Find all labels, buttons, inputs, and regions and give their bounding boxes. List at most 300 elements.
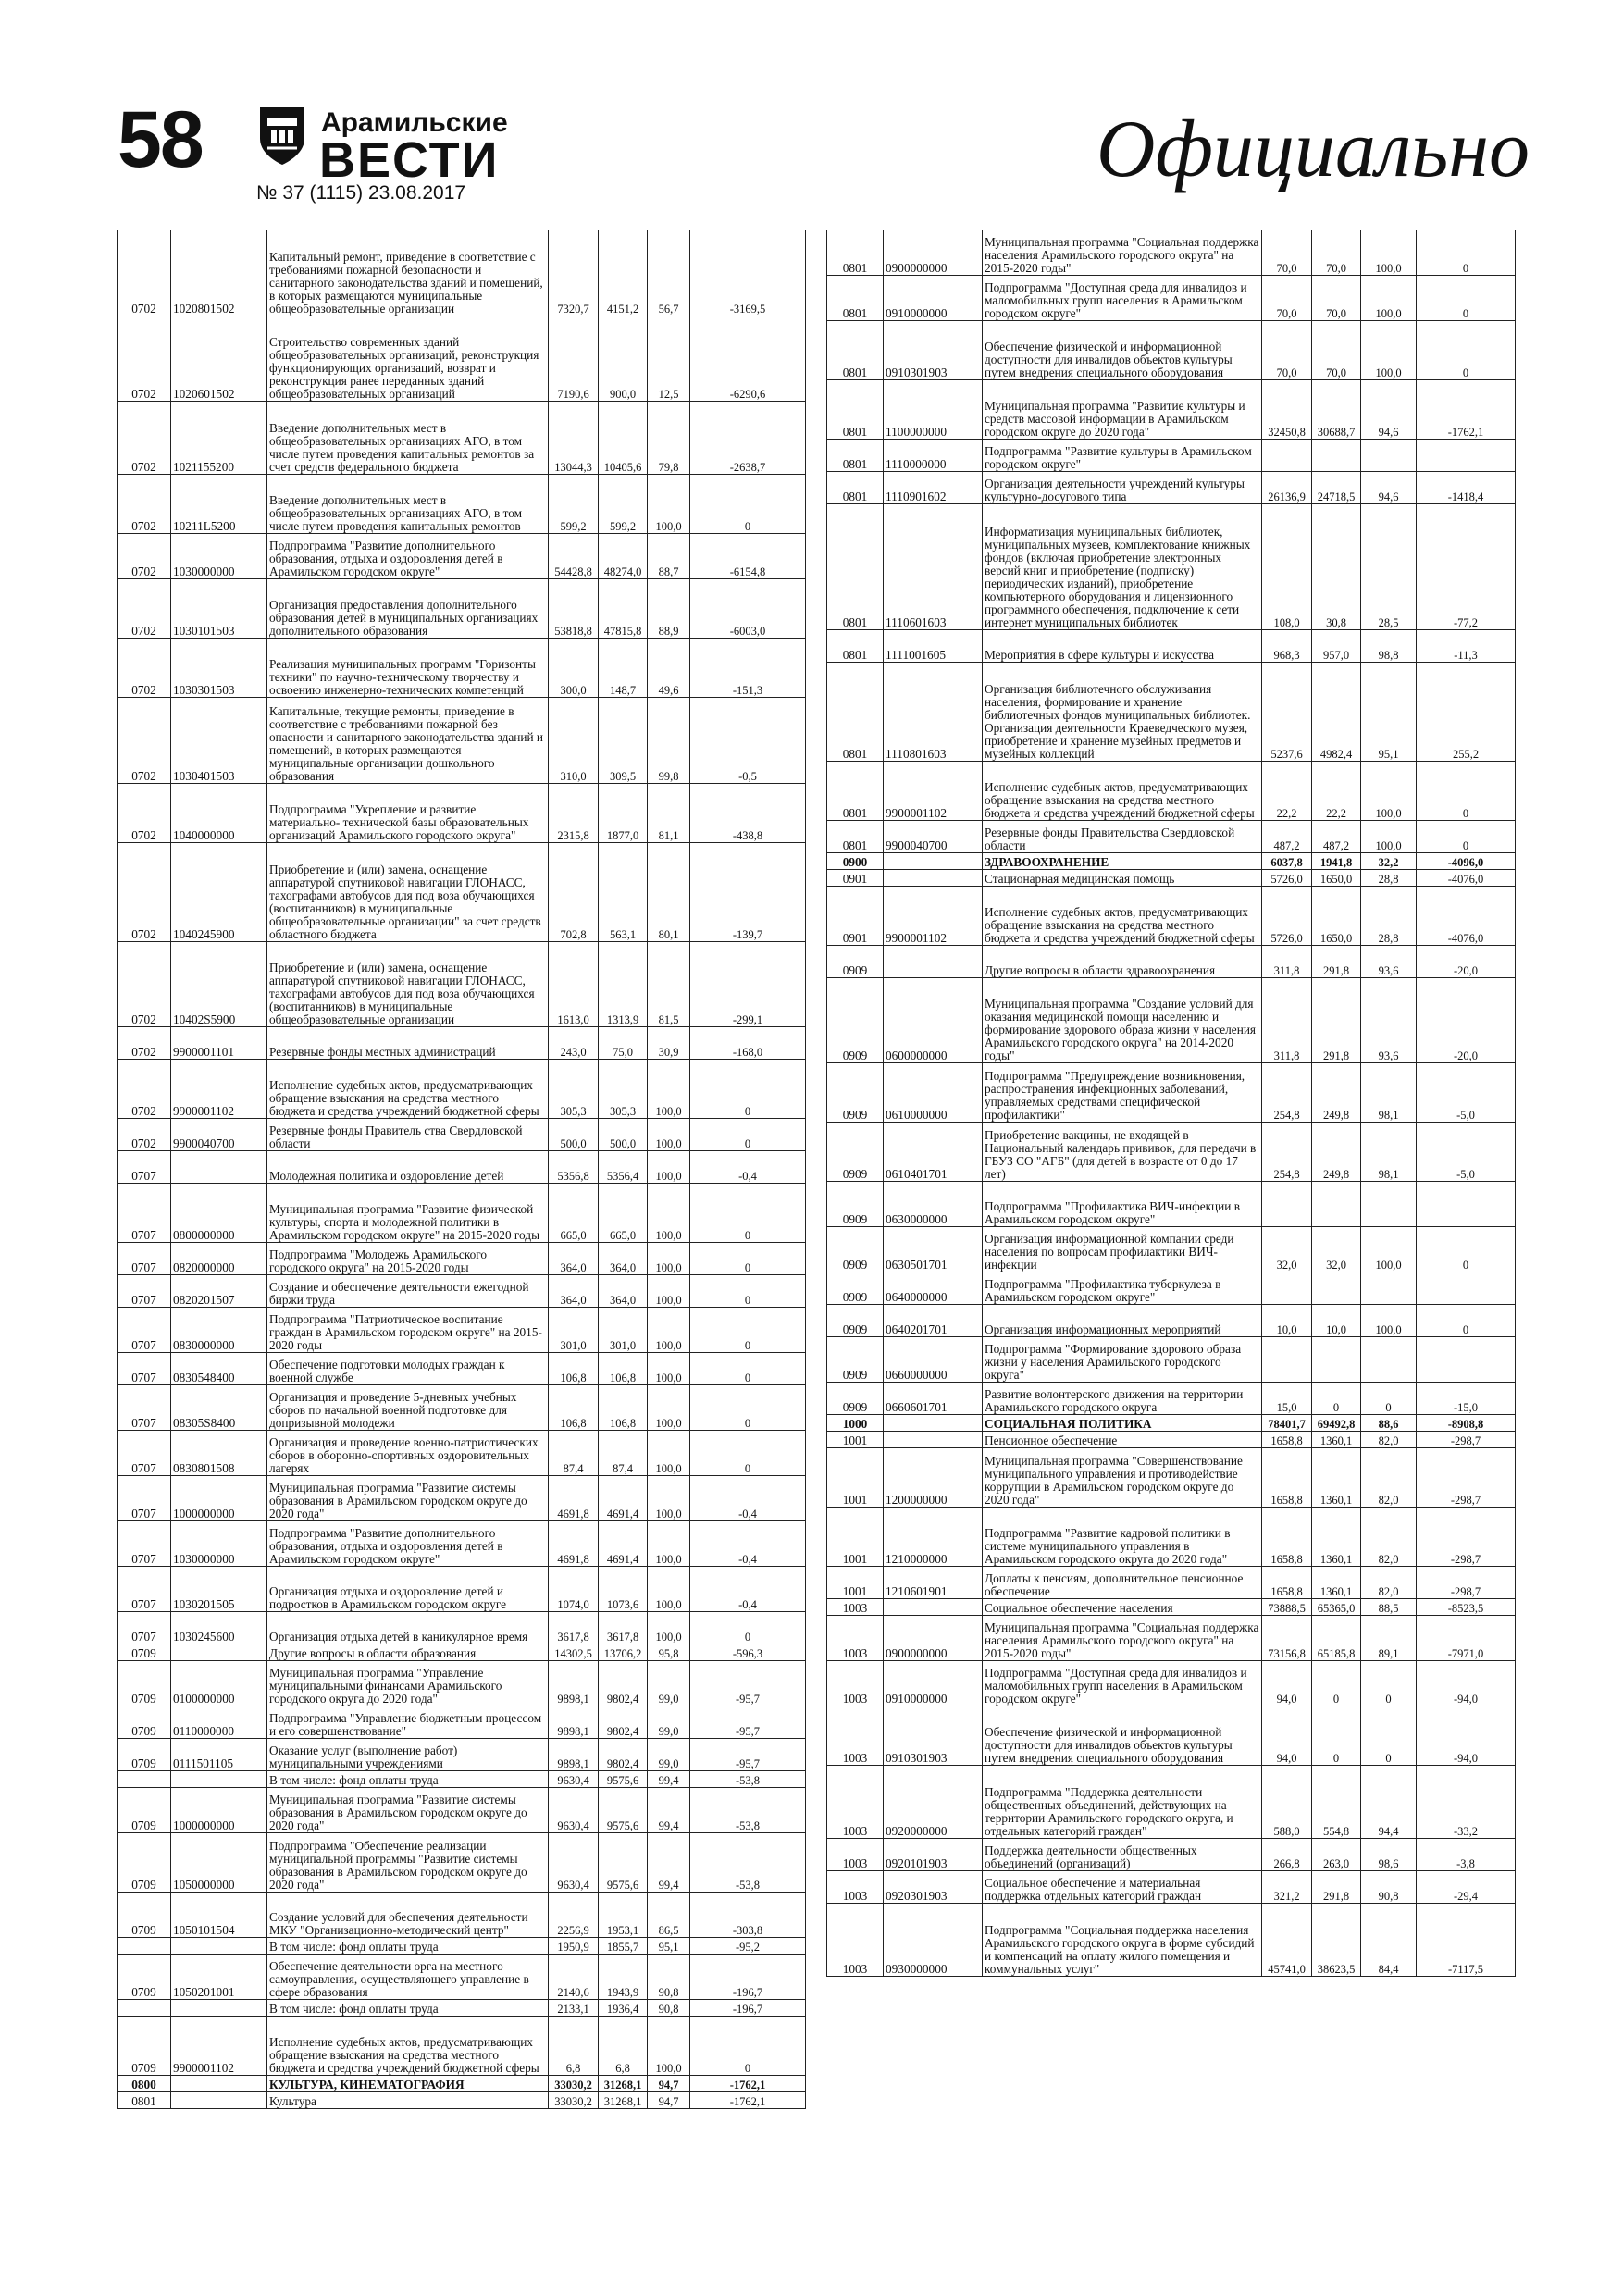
deviation-cell: -168,0 bbox=[690, 1027, 806, 1060]
target-code-cell: 1050201001 bbox=[171, 1955, 267, 2000]
item-name-cell: Муниципальная программа "Развитие культуры и средств массовой информации в Арамильском городском округе до 2020 года" bbox=[983, 380, 1262, 440]
planned-value-cell: 364,0 bbox=[549, 1243, 599, 1275]
target-code-cell: 0630000000 bbox=[884, 1182, 983, 1227]
planned-value-cell: 33030,2 bbox=[549, 2092, 599, 2109]
percent-cell: 90,8 bbox=[1361, 1871, 1417, 1904]
planned-value-cell: 599,2 bbox=[549, 475, 599, 534]
percent-cell bbox=[1361, 1272, 1417, 1305]
section-code-cell: 0709 bbox=[118, 1706, 171, 1739]
item-name-cell: Доплаты к пенсиям, дополнительное пенсионное обеспечение bbox=[983, 1567, 1262, 1599]
actual-value-cell: 0 bbox=[1312, 1383, 1361, 1415]
section-code-cell: 1003 bbox=[827, 1616, 884, 1661]
planned-value-cell: 15,0 bbox=[1262, 1383, 1312, 1415]
planned-value-cell: 4691,8 bbox=[549, 1521, 599, 1567]
target-code-cell bbox=[884, 1432, 983, 1448]
deviation-cell: -196,7 bbox=[690, 1955, 806, 2000]
actual-value-cell: 309,5 bbox=[599, 698, 648, 784]
deviation-cell: -196,7 bbox=[690, 2000, 806, 2017]
actual-value-cell bbox=[1312, 1337, 1361, 1383]
item-name-cell: Подпрограмма "Укрепление и развитие материально- технической базы образовательных организаций Арамильского городского округа" bbox=[267, 784, 549, 843]
planned-value-cell: 9630,4 bbox=[549, 1833, 599, 1893]
planned-value-cell: 94,0 bbox=[1262, 1661, 1312, 1706]
deviation-cell: -8523,5 bbox=[1417, 1599, 1516, 1616]
table-row bbox=[118, 1243, 806, 1275]
table-row bbox=[827, 1337, 1516, 1383]
target-code-cell: 9900001102 bbox=[171, 1060, 267, 1119]
item-name-cell: Муниципальная программа "Совершенствование муниципального управления и противодействие коррупции в Арамильском городском округе до 2020 года" bbox=[983, 1448, 1262, 1508]
actual-value-cell: 1877,0 bbox=[599, 784, 648, 843]
page-header bbox=[116, 95, 1541, 204]
percent-cell: 100,0 bbox=[1361, 821, 1417, 853]
percent-cell: 30,9 bbox=[648, 1027, 690, 1060]
section-code-cell: 0801 bbox=[827, 821, 884, 853]
section-code-cell: 0702 bbox=[118, 475, 171, 534]
table-row bbox=[118, 2092, 806, 2109]
actual-value-cell: 13706,2 bbox=[599, 1644, 648, 1661]
section-code-cell: 0909 bbox=[827, 1272, 884, 1305]
target-code-cell: 0820201507 bbox=[171, 1275, 267, 1308]
target-code-cell: 1000000000 bbox=[171, 1788, 267, 1833]
planned-value-cell: 301,0 bbox=[549, 1308, 599, 1353]
section-code-cell: 0801 bbox=[827, 663, 884, 762]
planned-value-cell: 9898,1 bbox=[549, 1661, 599, 1706]
actual-value-cell: 1650,0 bbox=[1312, 887, 1361, 946]
table-row bbox=[118, 1612, 806, 1644]
actual-value-cell: 249,8 bbox=[1312, 1123, 1361, 1182]
section-code-cell: 0909 bbox=[827, 1182, 884, 1227]
item-name-cell: Приобретение и (или) замена, оснащение аппаратурой спутниковой навигации ГЛОНАСС, тахографами автобусов для под воза обучающихся (воспитанников) в муниципальные общеобразовательные организации bbox=[267, 942, 549, 1027]
target-code-cell: 1030000000 bbox=[171, 534, 267, 579]
item-name-cell: Введение дополнительных мест в общеобразовательных организациях АГО, в том числе путем проведения капитальных ремонтов bbox=[267, 475, 549, 534]
section-code-cell: 0709 bbox=[118, 1788, 171, 1833]
item-name-cell: Реализация муниципальных программ "Горизонты техники" по научно-техническому творчеству и освоению инженерно-технических компетенций bbox=[267, 639, 549, 698]
percent-cell bbox=[1361, 440, 1417, 472]
percent-cell: 84,4 bbox=[1361, 1904, 1417, 1977]
table-row bbox=[827, 1305, 1516, 1337]
planned-value-cell: 108,0 bbox=[1262, 504, 1312, 630]
planned-value-cell: 5237,6 bbox=[1262, 663, 1312, 762]
percent-cell: 99,0 bbox=[648, 1706, 690, 1739]
deviation-cell: -4076,0 bbox=[1417, 870, 1516, 887]
target-code-cell: 0610000000 bbox=[884, 1063, 983, 1123]
percent-cell: 99,4 bbox=[648, 1771, 690, 1788]
table-row bbox=[118, 1308, 806, 1353]
percent-cell: 100,0 bbox=[648, 1184, 690, 1243]
actual-value-cell: 1360,1 bbox=[1312, 1432, 1361, 1448]
table-row bbox=[827, 1904, 1516, 1977]
deviation-cell: 0 bbox=[1417, 1305, 1516, 1337]
planned-value-cell: 243,0 bbox=[549, 1027, 599, 1060]
deviation-cell bbox=[1417, 440, 1516, 472]
planned-value-cell: 54428,8 bbox=[549, 534, 599, 579]
item-name-cell: Другие вопросы в области образования bbox=[267, 1644, 549, 1661]
target-code-cell: 0920000000 bbox=[884, 1766, 983, 1839]
item-name-cell: КУЛЬТУРА, КИНЕМАТОГРАФИЯ bbox=[267, 2076, 549, 2092]
percent-cell: 100,0 bbox=[1361, 321, 1417, 380]
deviation-cell: 0 bbox=[1417, 1227, 1516, 1272]
percent-cell: 94,7 bbox=[648, 2076, 690, 2092]
planned-value-cell: 26136,9 bbox=[1262, 472, 1312, 504]
percent-cell: 56,7 bbox=[648, 230, 690, 316]
planned-value-cell: 311,8 bbox=[1262, 978, 1312, 1063]
table-row bbox=[118, 1706, 806, 1739]
table-row bbox=[827, 1508, 1516, 1567]
planned-value-cell: 22,2 bbox=[1262, 762, 1312, 821]
planned-value-cell: 1658,8 bbox=[1262, 1508, 1312, 1567]
planned-value-cell: 106,8 bbox=[549, 1385, 599, 1431]
percent-cell: 90,8 bbox=[648, 1955, 690, 2000]
target-code-cell bbox=[171, 1151, 267, 1184]
percent-cell: 100,0 bbox=[648, 1243, 690, 1275]
percent-cell: 12,5 bbox=[648, 316, 690, 402]
section-code-cell: 0909 bbox=[827, 1063, 884, 1123]
table-row bbox=[118, 1521, 806, 1567]
section-code-cell: 0909 bbox=[827, 1123, 884, 1182]
actual-value-cell: 305,3 bbox=[599, 1060, 648, 1119]
percent-cell: 86,5 bbox=[648, 1893, 690, 1938]
actual-value-cell: 9802,4 bbox=[599, 1661, 648, 1706]
deviation-cell: -20,0 bbox=[1417, 946, 1516, 978]
deviation-cell: -94,0 bbox=[1417, 1661, 1516, 1706]
item-name-cell: Муниципальная программа "Развитие физической культуры, спорта и молодежной политики в Арамильском городском округе" на 2015-2020 годы bbox=[267, 1184, 549, 1243]
target-code-cell: 0660601701 bbox=[884, 1383, 983, 1415]
deviation-cell: -53,8 bbox=[690, 1771, 806, 1788]
percent-cell: 100,0 bbox=[648, 1060, 690, 1119]
item-name-cell: В том числе: фонд оплаты труда bbox=[267, 1771, 549, 1788]
percent-cell: 82,0 bbox=[1361, 1567, 1417, 1599]
target-code-cell: 0930000000 bbox=[884, 1904, 983, 1977]
table-row bbox=[827, 1448, 1516, 1508]
deviation-cell: 0 bbox=[690, 1308, 806, 1353]
deviation-cell: -33,2 bbox=[1417, 1766, 1516, 1839]
item-name-cell: Информатизация муниципальных библиотек, муниципальных музеев, комплектование книжных фондов (включая приобретение электронных версий книг и приобретение (подписку) периодических изданий), приобретение компьютерного оборудования и лицензионного программного обеспечения, подключение к сети интернет муниципальных библиотек bbox=[983, 504, 1262, 630]
percent-cell: 99,0 bbox=[648, 1661, 690, 1706]
item-name-cell: Подпрограмма "Формирование здорового образа жизни у населения Арамильского городского округа" bbox=[983, 1337, 1262, 1383]
item-name-cell: Капитальные, текущие ремонты, приведение в соответствие с требованиями пожарной без опасности и санитарного законодательства зданий и помещений, в которых размещаются муниципальные организации дошкольного образования bbox=[267, 698, 549, 784]
item-name-cell: Подпрограмма "Развитие дополнительного образования, отдыха и оздоровления детей в Арамильском городском округе" bbox=[267, 1521, 549, 1567]
deviation-cell: 0 bbox=[690, 475, 806, 534]
planned-value-cell: 2256,9 bbox=[549, 1893, 599, 1938]
planned-value-cell: 106,8 bbox=[549, 1353, 599, 1385]
deviation-cell: -95,7 bbox=[690, 1739, 806, 1771]
item-name-cell: Муниципальная программа "Управление муниципальными финансами Арамильского городского округа до 2020 года" bbox=[267, 1661, 549, 1706]
section-code-cell: 0709 bbox=[118, 2017, 171, 2076]
deviation-cell: -298,7 bbox=[1417, 1432, 1516, 1448]
planned-value-cell: 5356,8 bbox=[549, 1151, 599, 1184]
target-code-cell: 1040000000 bbox=[171, 784, 267, 843]
percent-cell: 28,8 bbox=[1361, 870, 1417, 887]
actual-value-cell bbox=[1312, 1272, 1361, 1305]
percent-cell: 95,1 bbox=[648, 1938, 690, 1955]
page-number: 58 bbox=[118, 95, 203, 184]
deviation-cell: -438,8 bbox=[690, 784, 806, 843]
target-code-cell: 0640201701 bbox=[884, 1305, 983, 1337]
item-name-cell: Муниципальная программа "Социальная поддержка населения Арамильского городского округа" на 2015-2020 годы" bbox=[983, 230, 1262, 276]
percent-cell: 88,6 bbox=[1361, 1415, 1417, 1432]
section-code-cell: 0800 bbox=[118, 2076, 171, 2092]
table-row bbox=[118, 698, 806, 784]
percent-cell: 0 bbox=[1361, 1383, 1417, 1415]
section-code-cell: 0707 bbox=[118, 1612, 171, 1644]
section-code-cell: 1003 bbox=[827, 1904, 884, 1977]
target-code-cell bbox=[171, 1644, 267, 1661]
table-row bbox=[827, 1599, 1516, 1616]
planned-value-cell: 13044,3 bbox=[549, 402, 599, 475]
deviation-cell: -0,5 bbox=[690, 698, 806, 784]
table-row bbox=[827, 821, 1516, 853]
actual-value-cell: 48274,0 bbox=[599, 534, 648, 579]
item-name-cell: Резервные фонды местных администраций bbox=[267, 1027, 549, 1060]
table-row bbox=[827, 1839, 1516, 1871]
item-name-cell: Подпрограмма "Доступная среда для инвалидов и маломобильных групп населения в Арамильском городском округе" bbox=[983, 276, 1262, 321]
target-code-cell: 0640000000 bbox=[884, 1272, 983, 1305]
percent-cell: 82,0 bbox=[1361, 1448, 1417, 1508]
table-row bbox=[827, 1871, 1516, 1904]
target-code-cell bbox=[171, 2000, 267, 2017]
item-name-cell: Подпрограмма "Доступная среда для инвалидов и маломобильных групп населения в Арамильском городском округе" bbox=[983, 1661, 1262, 1706]
target-code-cell: 1200000000 bbox=[884, 1448, 983, 1508]
table-row bbox=[118, 1771, 806, 1788]
section-code-cell: 0900 bbox=[827, 853, 884, 870]
deviation-cell bbox=[1417, 1272, 1516, 1305]
target-code-cell: 1050101504 bbox=[171, 1893, 267, 1938]
item-name-cell: Подпрограмма "Патриотическое воспитание граждан в Арамильском городском округе" на 2015-2020 годы bbox=[267, 1308, 549, 1353]
target-code-cell: 0900000000 bbox=[884, 1616, 983, 1661]
percent-cell: 99,8 bbox=[648, 698, 690, 784]
table-row bbox=[118, 475, 806, 534]
actual-value-cell: 70,0 bbox=[1312, 276, 1361, 321]
table-row bbox=[118, 2017, 806, 2076]
table-row bbox=[827, 762, 1516, 821]
item-name-cell: Подпрограмма "Предупреждение возникновения, распространения инфекционных заболеваний, управляемых средствами специфической профилактики" bbox=[983, 1063, 1262, 1123]
actual-value-cell: 301,0 bbox=[599, 1308, 648, 1353]
actual-value-cell: 4982,4 bbox=[1312, 663, 1361, 762]
planned-value-cell: 7190,6 bbox=[549, 316, 599, 402]
deviation-cell: 0 bbox=[690, 1275, 806, 1308]
target-code-cell: 0920101903 bbox=[884, 1839, 983, 1871]
target-code-cell: 1021155200 bbox=[171, 402, 267, 475]
percent-cell: 94,6 bbox=[1361, 472, 1417, 504]
table-row bbox=[118, 1644, 806, 1661]
target-code-cell: 1020601502 bbox=[171, 316, 267, 402]
section-code-cell: 0901 bbox=[827, 870, 884, 887]
section-code-cell: 0909 bbox=[827, 1383, 884, 1415]
section-code-cell: 0801 bbox=[827, 630, 884, 663]
table-row bbox=[118, 639, 806, 698]
deviation-cell: -1762,1 bbox=[690, 2076, 806, 2092]
planned-value-cell: 500,0 bbox=[549, 1119, 599, 1151]
planned-value-cell: 5726,0 bbox=[1262, 870, 1312, 887]
table-row bbox=[827, 440, 1516, 472]
deviation-cell: -298,7 bbox=[1417, 1567, 1516, 1599]
planned-value-cell: 1658,8 bbox=[1262, 1567, 1312, 1599]
table-row bbox=[827, 853, 1516, 870]
table-row bbox=[827, 1227, 1516, 1272]
actual-value-cell: 291,8 bbox=[1312, 1871, 1361, 1904]
planned-value-cell: 53818,8 bbox=[549, 579, 599, 639]
deviation-cell: 255,2 bbox=[1417, 663, 1516, 762]
planned-value-cell: 254,8 bbox=[1262, 1063, 1312, 1123]
planned-value-cell: 305,3 bbox=[549, 1060, 599, 1119]
actual-value-cell: 554,8 bbox=[1312, 1766, 1361, 1839]
item-name-cell: Поддержка деятельности общественных объединений (организаций) bbox=[983, 1839, 1262, 1871]
deviation-cell: -151,3 bbox=[690, 639, 806, 698]
table-row bbox=[118, 1661, 806, 1706]
target-code-cell: 1030201505 bbox=[171, 1567, 267, 1612]
percent-cell: 79,8 bbox=[648, 402, 690, 475]
item-name-cell: Организация библиотечного обслуживания населения, формирование и хранение библиотечных фондов муниципальных библиотек. Организация деятельности Краеведческого музея, приобретение и хранение музейных предметов и музейных коллекций bbox=[983, 663, 1262, 762]
item-name-cell: Организация отдыха детей в каникулярное время bbox=[267, 1612, 549, 1644]
table-row bbox=[827, 321, 1516, 380]
actual-value-cell: 249,8 bbox=[1312, 1063, 1361, 1123]
deviation-cell: -0,4 bbox=[690, 1151, 806, 1184]
table-row bbox=[118, 1833, 806, 1893]
issue-info: № 37 (1115) 23.08.2017 bbox=[256, 182, 466, 204]
percent-cell: 0 bbox=[1361, 1706, 1417, 1766]
planned-value-cell: 45741,0 bbox=[1262, 1904, 1312, 1977]
planned-value-cell: 1074,0 bbox=[549, 1567, 599, 1612]
section-code-cell: 1001 bbox=[827, 1508, 884, 1567]
planned-value-cell: 364,0 bbox=[549, 1275, 599, 1308]
planned-value-cell: 9630,4 bbox=[549, 1771, 599, 1788]
item-name-cell: Капитальный ремонт, приведение в соответствие с требованиями пожарной безопасности и санитарного законодательства зданий и помещений, в которых размещаются муниципальные общеобразовательные организации bbox=[267, 230, 549, 316]
target-code-cell: 0830000000 bbox=[171, 1308, 267, 1353]
actual-value-cell: 70,0 bbox=[1312, 230, 1361, 276]
deviation-cell: -11,3 bbox=[1417, 630, 1516, 663]
percent-cell bbox=[1361, 1337, 1417, 1383]
actual-value-cell: 87,4 bbox=[599, 1431, 648, 1476]
actual-value-cell: 9575,6 bbox=[599, 1833, 648, 1893]
planned-value-cell: 4691,8 bbox=[549, 1476, 599, 1521]
planned-value-cell: 311,8 bbox=[1262, 946, 1312, 978]
section-code-cell: 0709 bbox=[118, 1833, 171, 1893]
table-row bbox=[118, 1955, 806, 2000]
deviation-cell: -4096,0 bbox=[1417, 853, 1516, 870]
actual-value-cell: 30,8 bbox=[1312, 504, 1361, 630]
section-code-cell: 0702 bbox=[118, 784, 171, 843]
item-name-cell: Подпрограмма "Развитие культуры в Арамильском городском округе" bbox=[983, 440, 1262, 472]
percent-cell: 100,0 bbox=[1361, 1227, 1417, 1272]
actual-value-cell: 900,0 bbox=[599, 316, 648, 402]
deviation-cell: -596,3 bbox=[690, 1644, 806, 1661]
item-name-cell: Подпрограмма "Поддержка деятельности общественных объединений, действующих на территории Арамильского городского округа, и отдельных категорий граждан" bbox=[983, 1766, 1262, 1839]
deviation-cell: -5,0 bbox=[1417, 1063, 1516, 1123]
section-code-cell: 0707 bbox=[118, 1431, 171, 1476]
item-name-cell: Обеспечение деятельности орга на местного самоуправления, осуществляющего управление в сфере образования bbox=[267, 1955, 549, 2000]
section-code-cell: 0707 bbox=[118, 1521, 171, 1567]
actual-value-cell: 599,2 bbox=[599, 475, 648, 534]
deviation-cell: -53,8 bbox=[690, 1833, 806, 1893]
section-code-cell: 0707 bbox=[118, 1151, 171, 1184]
target-code-cell bbox=[884, 1599, 983, 1616]
section-code-cell: 0702 bbox=[118, 579, 171, 639]
actual-value-cell: 1953,1 bbox=[599, 1893, 648, 1938]
section-code-cell: 0801 bbox=[827, 276, 884, 321]
target-code-cell: 0111501105 bbox=[171, 1739, 267, 1771]
table-row bbox=[827, 630, 1516, 663]
deviation-cell bbox=[1417, 1337, 1516, 1383]
target-code-cell: 0600000000 bbox=[884, 978, 983, 1063]
actual-value-cell: 106,8 bbox=[599, 1385, 648, 1431]
actual-value-cell: 10405,6 bbox=[599, 402, 648, 475]
deviation-cell: -20,0 bbox=[1417, 978, 1516, 1063]
planned-value-cell: 702,8 bbox=[549, 843, 599, 942]
table-row bbox=[827, 1272, 1516, 1305]
target-code-cell: 1040245900 bbox=[171, 843, 267, 942]
section-code-cell: 0702 bbox=[118, 843, 171, 942]
deviation-cell: 0 bbox=[690, 1353, 806, 1385]
planned-value-cell: 487,2 bbox=[1262, 821, 1312, 853]
target-code-cell: 0110000000 bbox=[171, 1706, 267, 1739]
item-name-cell: Подпрограмма "Обеспечение реализации муниципальной программы "Развитие системы образования в Арамильском городском округе до 2020 года" bbox=[267, 1833, 549, 1893]
actual-value-cell: 364,0 bbox=[599, 1243, 648, 1275]
table-row bbox=[827, 1063, 1516, 1123]
planned-value-cell: 300,0 bbox=[549, 639, 599, 698]
deviation-cell: -2638,7 bbox=[690, 402, 806, 475]
deviation-cell: -4076,0 bbox=[1417, 887, 1516, 946]
section-code-cell: 0707 bbox=[118, 1476, 171, 1521]
target-code-cell bbox=[884, 870, 983, 887]
actual-value-cell: 487,2 bbox=[1312, 821, 1361, 853]
actual-value-cell: 665,0 bbox=[599, 1184, 648, 1243]
table-row bbox=[827, 1415, 1516, 1432]
planned-value-cell: 9898,1 bbox=[549, 1706, 599, 1739]
percent-cell: 100,0 bbox=[648, 475, 690, 534]
percent-cell: 28,5 bbox=[1361, 504, 1417, 630]
target-code-cell: 1000000000 bbox=[171, 1476, 267, 1521]
table-row bbox=[118, 1476, 806, 1521]
section-code-cell: 0909 bbox=[827, 978, 884, 1063]
actual-value-cell: 291,8 bbox=[1312, 978, 1361, 1063]
percent-cell: 94,7 bbox=[648, 2092, 690, 2109]
section-code-cell: 0801 bbox=[827, 321, 884, 380]
deviation-cell: -6290,6 bbox=[690, 316, 806, 402]
percent-cell: 100,0 bbox=[648, 1521, 690, 1567]
section-code-cell: 0901 bbox=[827, 887, 884, 946]
percent-cell: 100,0 bbox=[648, 1275, 690, 1308]
section-code-cell: 0709 bbox=[118, 1644, 171, 1661]
table-row bbox=[827, 1567, 1516, 1599]
item-name-cell: Приобретение вакцины, не входящей в Национальный календарь прививок, для передачи в ГБУЗ СО "АГБ" (для детей в возрасте от 0 до 17 лет) bbox=[983, 1123, 1262, 1182]
deviation-cell: -53,8 bbox=[690, 1788, 806, 1833]
actual-value-cell: 1943,9 bbox=[599, 1955, 648, 2000]
section-code-cell: 0909 bbox=[827, 1305, 884, 1337]
section-code-cell: 0707 bbox=[118, 1567, 171, 1612]
actual-value-cell: 31268,1 bbox=[599, 2076, 648, 2092]
item-name-cell: Социальное обеспечение и материальная поддержка отдельных категорий граждан bbox=[983, 1871, 1262, 1904]
item-name-cell: Муниципальная программа "Развитие системы образования в Арамильском городском округе до 2020 года" bbox=[267, 1476, 549, 1521]
percent-cell: 98,1 bbox=[1361, 1123, 1417, 1182]
table-row bbox=[827, 978, 1516, 1063]
actual-value-cell: 38623,5 bbox=[1312, 1904, 1361, 1977]
item-name-cell: Организация предоставления дополнительного образования детей в муниципальных организациях дополнительного образования bbox=[267, 579, 549, 639]
item-name-cell: Подпрограмма "Молодежь Арамильского городского округа" на 2015-2020 годы bbox=[267, 1243, 549, 1275]
percent-cell: 100,0 bbox=[648, 1431, 690, 1476]
item-name-cell: ЗДРАВООХРАНЕНИЕ bbox=[983, 853, 1262, 870]
budget-table-right bbox=[826, 230, 1516, 1977]
target-code-cell: 1100000000 bbox=[884, 380, 983, 440]
actual-value-cell: 9802,4 bbox=[599, 1706, 648, 1739]
target-code-cell bbox=[171, 2092, 267, 2109]
percent-cell: 93,6 bbox=[1361, 978, 1417, 1063]
planned-value-cell: 73156,8 bbox=[1262, 1616, 1312, 1661]
table-row bbox=[118, 1060, 806, 1119]
section-code-cell: 1001 bbox=[827, 1448, 884, 1508]
deviation-cell: 0 bbox=[1417, 276, 1516, 321]
deviation-cell: -3169,5 bbox=[690, 230, 806, 316]
planned-value-cell: 9898,1 bbox=[549, 1739, 599, 1771]
section-code-cell: 1000 bbox=[827, 1415, 884, 1432]
